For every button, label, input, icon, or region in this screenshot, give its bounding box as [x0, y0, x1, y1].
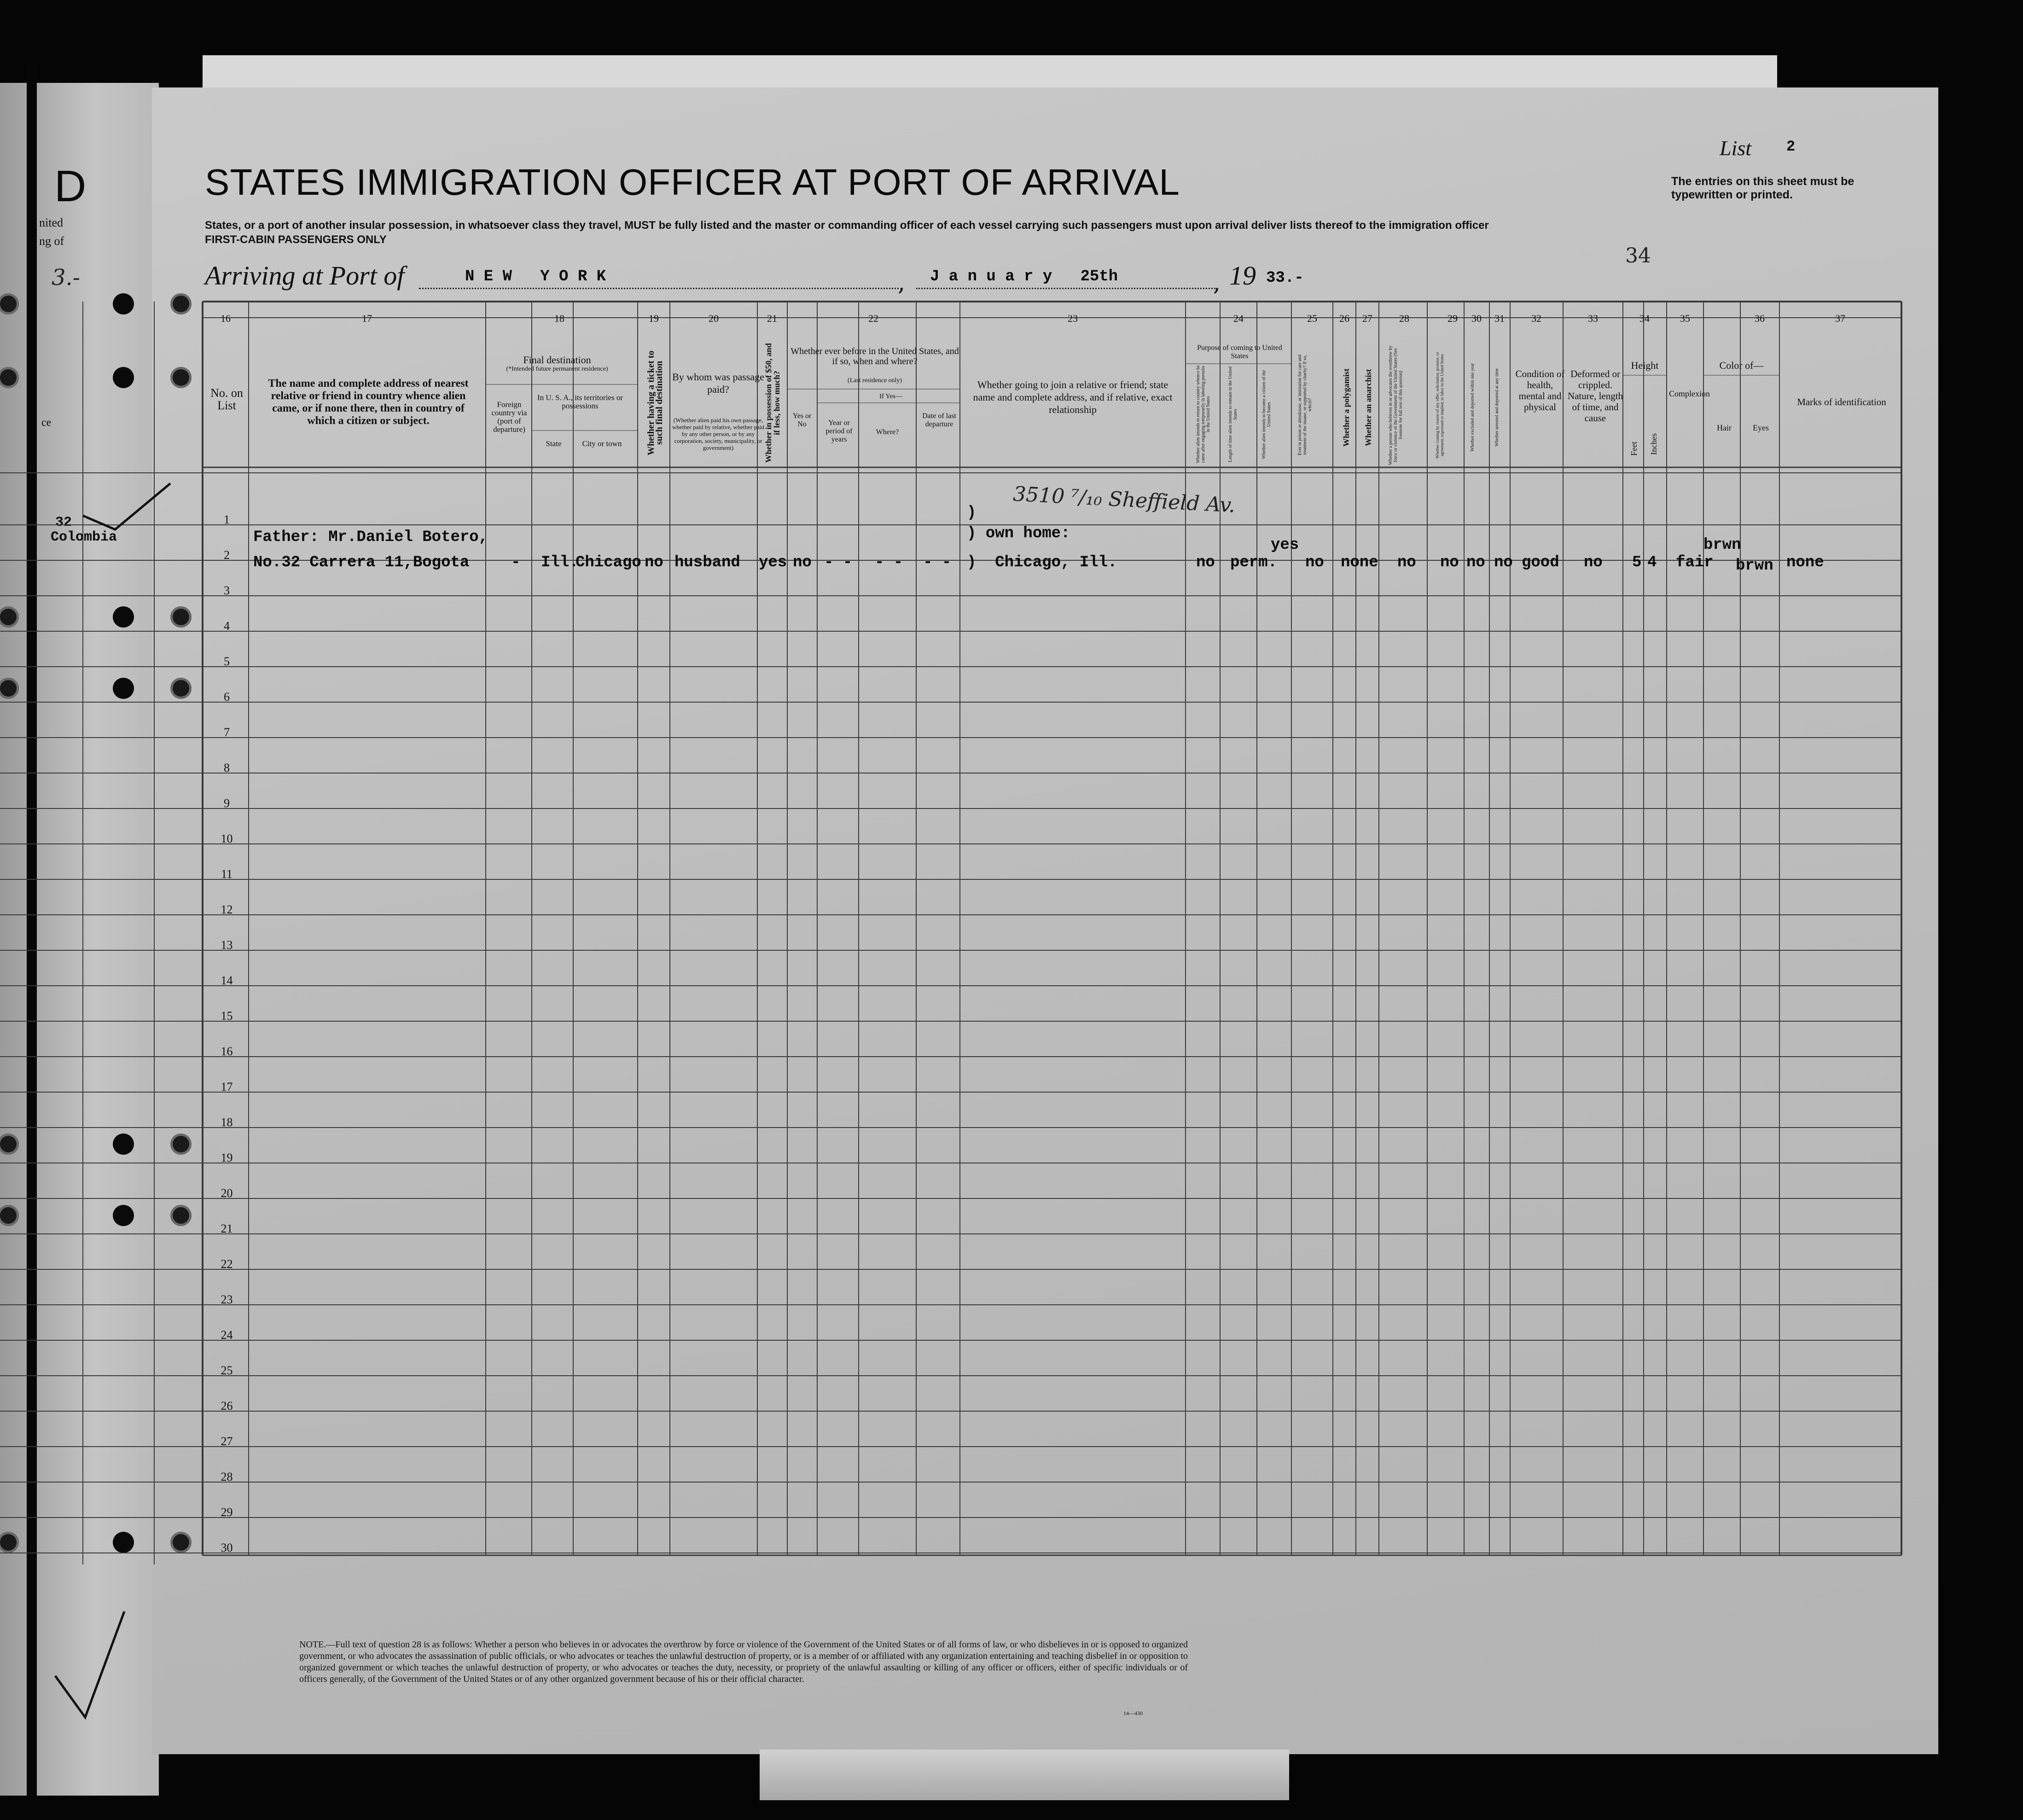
- hair-color: brwn: [1703, 536, 1741, 554]
- year-suffix: 33.-: [1266, 269, 1304, 287]
- column-number-30: 30: [1471, 313, 1482, 324]
- col22-ifyes: If Yes—: [879, 393, 902, 400]
- column-number-21: 21: [767, 313, 777, 324]
- col27-header: Whether an anarchist: [1364, 369, 1373, 446]
- form-title: STATES IMMIGRATION OFFICER AT PORT OF ARRIVAL: [205, 162, 1180, 203]
- left-fragment-note-b: Colombia: [51, 529, 117, 545]
- row-number-15: 15: [221, 1009, 233, 1023]
- col24-c: Whether alien intends to become a citizen of the United States: [1261, 370, 1272, 459]
- row-number-27: 27: [221, 1435, 233, 1448]
- col36-header: Color of—: [1719, 360, 1764, 371]
- col35-header: Complexion: [1669, 389, 1710, 398]
- row-number-6: 6: [224, 690, 230, 704]
- row-number-9: 9: [224, 797, 230, 810]
- eye-color: brwn: [1736, 557, 1773, 575]
- ticket: no: [645, 554, 663, 571]
- col34-feet: Feet: [1629, 442, 1639, 456]
- col21-header: Whether in possession of $50, and if less, how much?: [764, 343, 781, 463]
- deformed: no: [1584, 554, 1603, 571]
- col17-header: The name and complete address of nearest relative or friend in country whence alien came, or if none there, then in country of which a citizen or subject.: [268, 378, 469, 427]
- col18-foreign: Foreign country via (port of departure): [491, 400, 527, 434]
- col22-header: Whether ever before in the United States, and if so, when and where?: [791, 346, 959, 366]
- left-fragment-1: nited: [39, 216, 63, 229]
- q30: no: [1466, 554, 1485, 571]
- left-fragment-letter: D: [54, 162, 87, 211]
- col34-inches: Inches: [1649, 433, 1658, 455]
- col36-eyes: Eyes: [1753, 423, 1769, 432]
- col19-header: Whether having a ticket to such final destination: [646, 350, 664, 455]
- row-number-24: 24: [221, 1328, 233, 1342]
- paid-by: husband: [674, 554, 740, 571]
- handwritten-address: 3510 ⁷/₁₀ Sheffield Av.: [1012, 482, 1236, 518]
- col22-year: Year or period of years: [825, 419, 853, 443]
- row-number-2: 2: [224, 548, 230, 562]
- column-number-34: 34: [1639, 313, 1650, 324]
- col20-header: By whom was passage paid?: [672, 371, 764, 395]
- left-fragment-3: 3.-: [52, 265, 81, 291]
- port-name: N E W Y O R K: [465, 268, 606, 285]
- column-number-31: 31: [1494, 313, 1505, 324]
- column-number-16: 16: [221, 313, 231, 324]
- row-number-17: 17: [221, 1080, 233, 1093]
- year-prefix: 19: [1229, 261, 1256, 291]
- col22-date: Date of last departure: [922, 412, 956, 428]
- arrival-date: J a n u a r y 25th: [930, 268, 1118, 285]
- row-number-20: 20: [221, 1186, 233, 1200]
- row-number-11: 11: [221, 867, 233, 881]
- col31-header: Whether arrested and deported at any time: [1494, 368, 1500, 447]
- last-departure: - -: [923, 554, 952, 571]
- row-number-29: 29: [221, 1506, 233, 1519]
- col18-header: Final destination: [523, 354, 591, 366]
- list-number: 2: [1786, 138, 1796, 155]
- row-number-5: 5: [224, 655, 230, 668]
- intends-return: no: [1196, 554, 1215, 571]
- row-number-21: 21: [221, 1222, 233, 1235]
- col36-hair: Hair: [1717, 423, 1732, 432]
- col18-state: State: [546, 439, 562, 448]
- form-number: 14—430: [1123, 1710, 1143, 1716]
- row-number-3: 3: [224, 584, 230, 597]
- col18-note: (*Intended future permanent residence): [506, 366, 608, 372]
- relative-line-1: Father: Mr.Daniel Botero,: [253, 529, 488, 546]
- column-number-29: 29: [1447, 313, 1458, 324]
- col24-a: Whether alien intends to return to country whence he came after engaging temporarily in laboring pursuits in the United States: [1196, 365, 1211, 464]
- column-number-36: 36: [1755, 313, 1765, 324]
- has-50: yes: [759, 554, 787, 571]
- row-number-28: 28: [221, 1470, 233, 1483]
- arriving-label: Arriving at Port of: [205, 261, 405, 291]
- identification-marks: none: [1786, 554, 1824, 571]
- col18-usa: In U. S. A., its territories or possessions: [537, 393, 623, 410]
- col18-city: City or town: [582, 439, 622, 448]
- row-number-16: 16: [221, 1045, 233, 1058]
- sheet-number: 34: [1625, 244, 1651, 267]
- col33-header: Deformed or crippled. Nature, length of time, and cause: [1567, 368, 1623, 424]
- instruction-line: States, or a port of another insular possession, in whatsoever class they travel, MUST be fully listed and the master or commanding officer of each vessel carrying such passengers must upon arrival deliver lists thereof to the immigration officer: [205, 219, 1489, 232]
- col22-note: (Last residence only): [847, 377, 902, 384]
- column-number-23: 23: [1068, 313, 1078, 324]
- column-number-37: 37: [1835, 313, 1845, 324]
- before-in-us: no: [793, 554, 812, 571]
- row-number-26: 26: [221, 1399, 233, 1413]
- foreign-country: -: [511, 554, 521, 571]
- row-number-14: 14: [221, 974, 233, 987]
- col24-b: Length of time alien intends to remain in the United States: [1228, 366, 1238, 463]
- row-number-10: 10: [221, 832, 233, 845]
- column-number-35: 35: [1680, 313, 1690, 324]
- column-number-26: 26: [1339, 313, 1349, 324]
- row-number-25: 25: [221, 1364, 233, 1377]
- col30-header: Whether excluded and deported within one year: [1470, 363, 1475, 452]
- column-number-22: 22: [868, 313, 878, 324]
- col22-yesno: Yes or No: [792, 412, 812, 428]
- city: Chicago: [576, 554, 641, 571]
- left-fragment-2: ng of: [39, 234, 64, 248]
- relative-line-2: No.32 Carrera 11,Bogota: [253, 554, 470, 571]
- footnote: NOTE.—Full text of question 28 is as follows: Whether a person who believes in or advocates the overthrow by force or violence of the Government of the United States or of all forms of law, or who disbelieves in or is opposed to organized government, or who advocates the assassination of public officials, or who advocates or teaches the unlawful destruction of property, or is a member of or affiliated with any organization entertaining and teaching disbelief in or opposition to organized government or which teaches the unlawful destruction of property, or who advocates or teaches the duty, necessity, or propriety of the unlawful assaulting or killing of any officer or officers, either of specific individuals or of officers generally, of the Government of the United States or of any other organized government because of his or their official character.: [299, 1640, 1188, 1684]
- left-fragment-note-a: 32: [55, 515, 72, 530]
- comma-1: ,: [898, 269, 905, 296]
- where: - -: [875, 554, 903, 571]
- col23-header: Whether going to join a relative or friend; state name and complete address, and if relative, exact relationship: [973, 379, 1173, 415]
- column-number-25: 25: [1307, 313, 1317, 324]
- col32-header: Condition of health, mental and physical: [1515, 368, 1565, 413]
- join-city: ) Chicago, Ill.: [967, 554, 1117, 571]
- col28-header: Whether a person who believes in or advocates the overthrow by force or violence of the Government of the United States (See footnote for full text of this question): [1388, 345, 1403, 465]
- column-number-32: 32: [1531, 313, 1541, 324]
- row-number-13: 13: [221, 938, 233, 952]
- left-fragment-4: ce: [41, 417, 52, 429]
- col22-where: Where?: [876, 428, 899, 436]
- column-number-28: 28: [1399, 313, 1409, 324]
- row-number-1: 1: [224, 513, 230, 526]
- list-label: List: [1720, 136, 1752, 160]
- class-line: FIRST-CABIN PASSENGERS ONLY: [205, 233, 387, 246]
- col26-header: Whether a polygamist: [1342, 368, 1351, 447]
- complexion: fair: [1676, 554, 1714, 571]
- state: Ill.: [541, 554, 579, 571]
- prison-almshouse: no: [1305, 554, 1324, 571]
- col34-header: Height: [1631, 360, 1659, 371]
- year-period: - -: [824, 554, 853, 571]
- height-feet: 5: [1632, 554, 1642, 571]
- column-number-24: 24: [1233, 313, 1244, 324]
- health: good: [1522, 554, 1559, 571]
- column-number-27: 27: [1362, 313, 1372, 324]
- polygamist: none: [1341, 554, 1378, 571]
- q28: no: [1397, 554, 1416, 571]
- join-paren: ): [967, 504, 977, 522]
- intends-citizen: yes: [1271, 536, 1299, 554]
- q31: no: [1494, 554, 1513, 571]
- column-number-18: 18: [554, 313, 564, 324]
- col20-note: (Whether alien paid his own passage, whether paid by relative, whether paid by any other person, or by any corporation, society, municipality, or government): [672, 417, 764, 451]
- row-number-7: 7: [224, 726, 230, 739]
- typewritten-note: The entries on this sheet must be typewritten or printed.: [1671, 175, 1854, 201]
- comma-2: ,: [1213, 269, 1221, 296]
- row-number-12: 12: [221, 903, 233, 916]
- column-number-33: 33: [1588, 313, 1598, 324]
- row-number-22: 22: [221, 1257, 233, 1271]
- column-number-19: 19: [649, 313, 659, 324]
- row-number-19: 19: [221, 1151, 233, 1164]
- row-number-18: 18: [221, 1116, 233, 1129]
- join-own-home: ) own home:: [967, 525, 1070, 542]
- height-inches: 4: [1647, 554, 1657, 571]
- q29: no: [1440, 554, 1459, 571]
- length-of-stay: perm.: [1230, 554, 1278, 571]
- column-number-20: 20: [709, 313, 719, 324]
- col16-header: No. on List: [210, 386, 243, 412]
- row-number-4: 4: [224, 619, 230, 633]
- col24-header: Purpose of coming to United States: [1197, 344, 1282, 360]
- col37-header: Marks of identification: [1797, 396, 1886, 407]
- col25-header: Ever in prison or almshouse, or institution for care and treatment of the insane, or supported by charity? If so, which?: [1297, 355, 1313, 456]
- col29-header: Whether coming by reason of any offer, solicitation, promise, or agreement, expressed or implied, to labor in the United States: [1435, 352, 1444, 459]
- row-number-23: 23: [221, 1293, 233, 1306]
- row-number-30: 30: [221, 1541, 233, 1554]
- row-number-8: 8: [224, 761, 230, 774]
- column-number-17: 17: [362, 313, 372, 324]
